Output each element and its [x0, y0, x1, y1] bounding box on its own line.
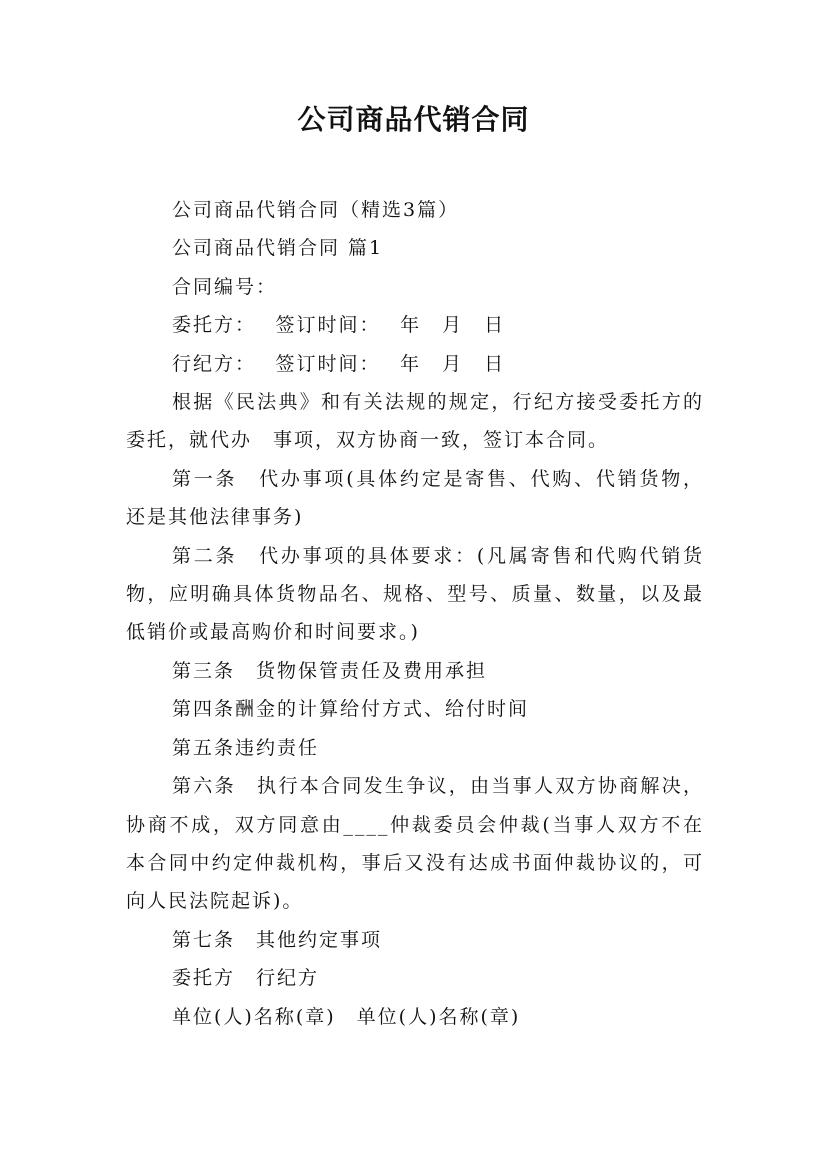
paragraph-clause-4: 第四条酬金的计算给付方式、给付时间	[172, 698, 530, 721]
paragraph-clause-7: 第七条 其他约定事项	[172, 928, 383, 951]
paragraph-clause-3: 第三条 货物保管责任及费用承担	[172, 659, 488, 682]
document-body	[126, 191, 704, 1036]
paragraph-clause-6: 第六条 执行本合同发生争议，由当事人双方协商解决，协商不成，双方同意由____仲裁委员会仲裁(当事人双方不在本合同中约定仲裁机构，事后又没有达成书面仲裁协议的，可向人民法院起诉)。	[126, 775, 704, 913]
paragraph-signatory-names: 单位(人)名称(章) 单位(人)名称(章)	[172, 1005, 521, 1028]
paragraph-collection-title: 公司商品代销合同（精选3篇）	[172, 199, 460, 221]
paragraph-contract-number: 合同编号：	[172, 275, 278, 298]
paragraph-signatory-parties: 委托方 行纪方	[172, 967, 320, 990]
paragraph-preamble: 根据《民法典》和有关法规的规定，行纪方接受委托方的委托，就代办 事项，双方协商一致，签订本合同。	[126, 391, 704, 452]
paragraph-clause-1: 第一条 代办事项(具体约定是寄售、代购、代销货物，还是其他法律事务)	[126, 467, 704, 529]
paragraph-entrusting-party: 委托方： 签订时间： 年 月 日	[172, 314, 506, 337]
document-title: 公司商品代销合同	[297, 103, 530, 136]
paragraph-broker-party: 行纪方： 签订时间： 年 月 日	[172, 352, 506, 375]
paragraph-article-heading: 公司商品代销合同 篇1	[172, 237, 384, 260]
paragraph-clause-2: 第二条 代办事项的具体要求：(凡属寄售和代购代销货物，应明确具体货物品名、规格、型号、质量、数量，以及最低销价或最高购价和时间要求。)	[126, 544, 704, 644]
paragraph-clause-5: 第五条违约责任	[172, 736, 320, 759]
